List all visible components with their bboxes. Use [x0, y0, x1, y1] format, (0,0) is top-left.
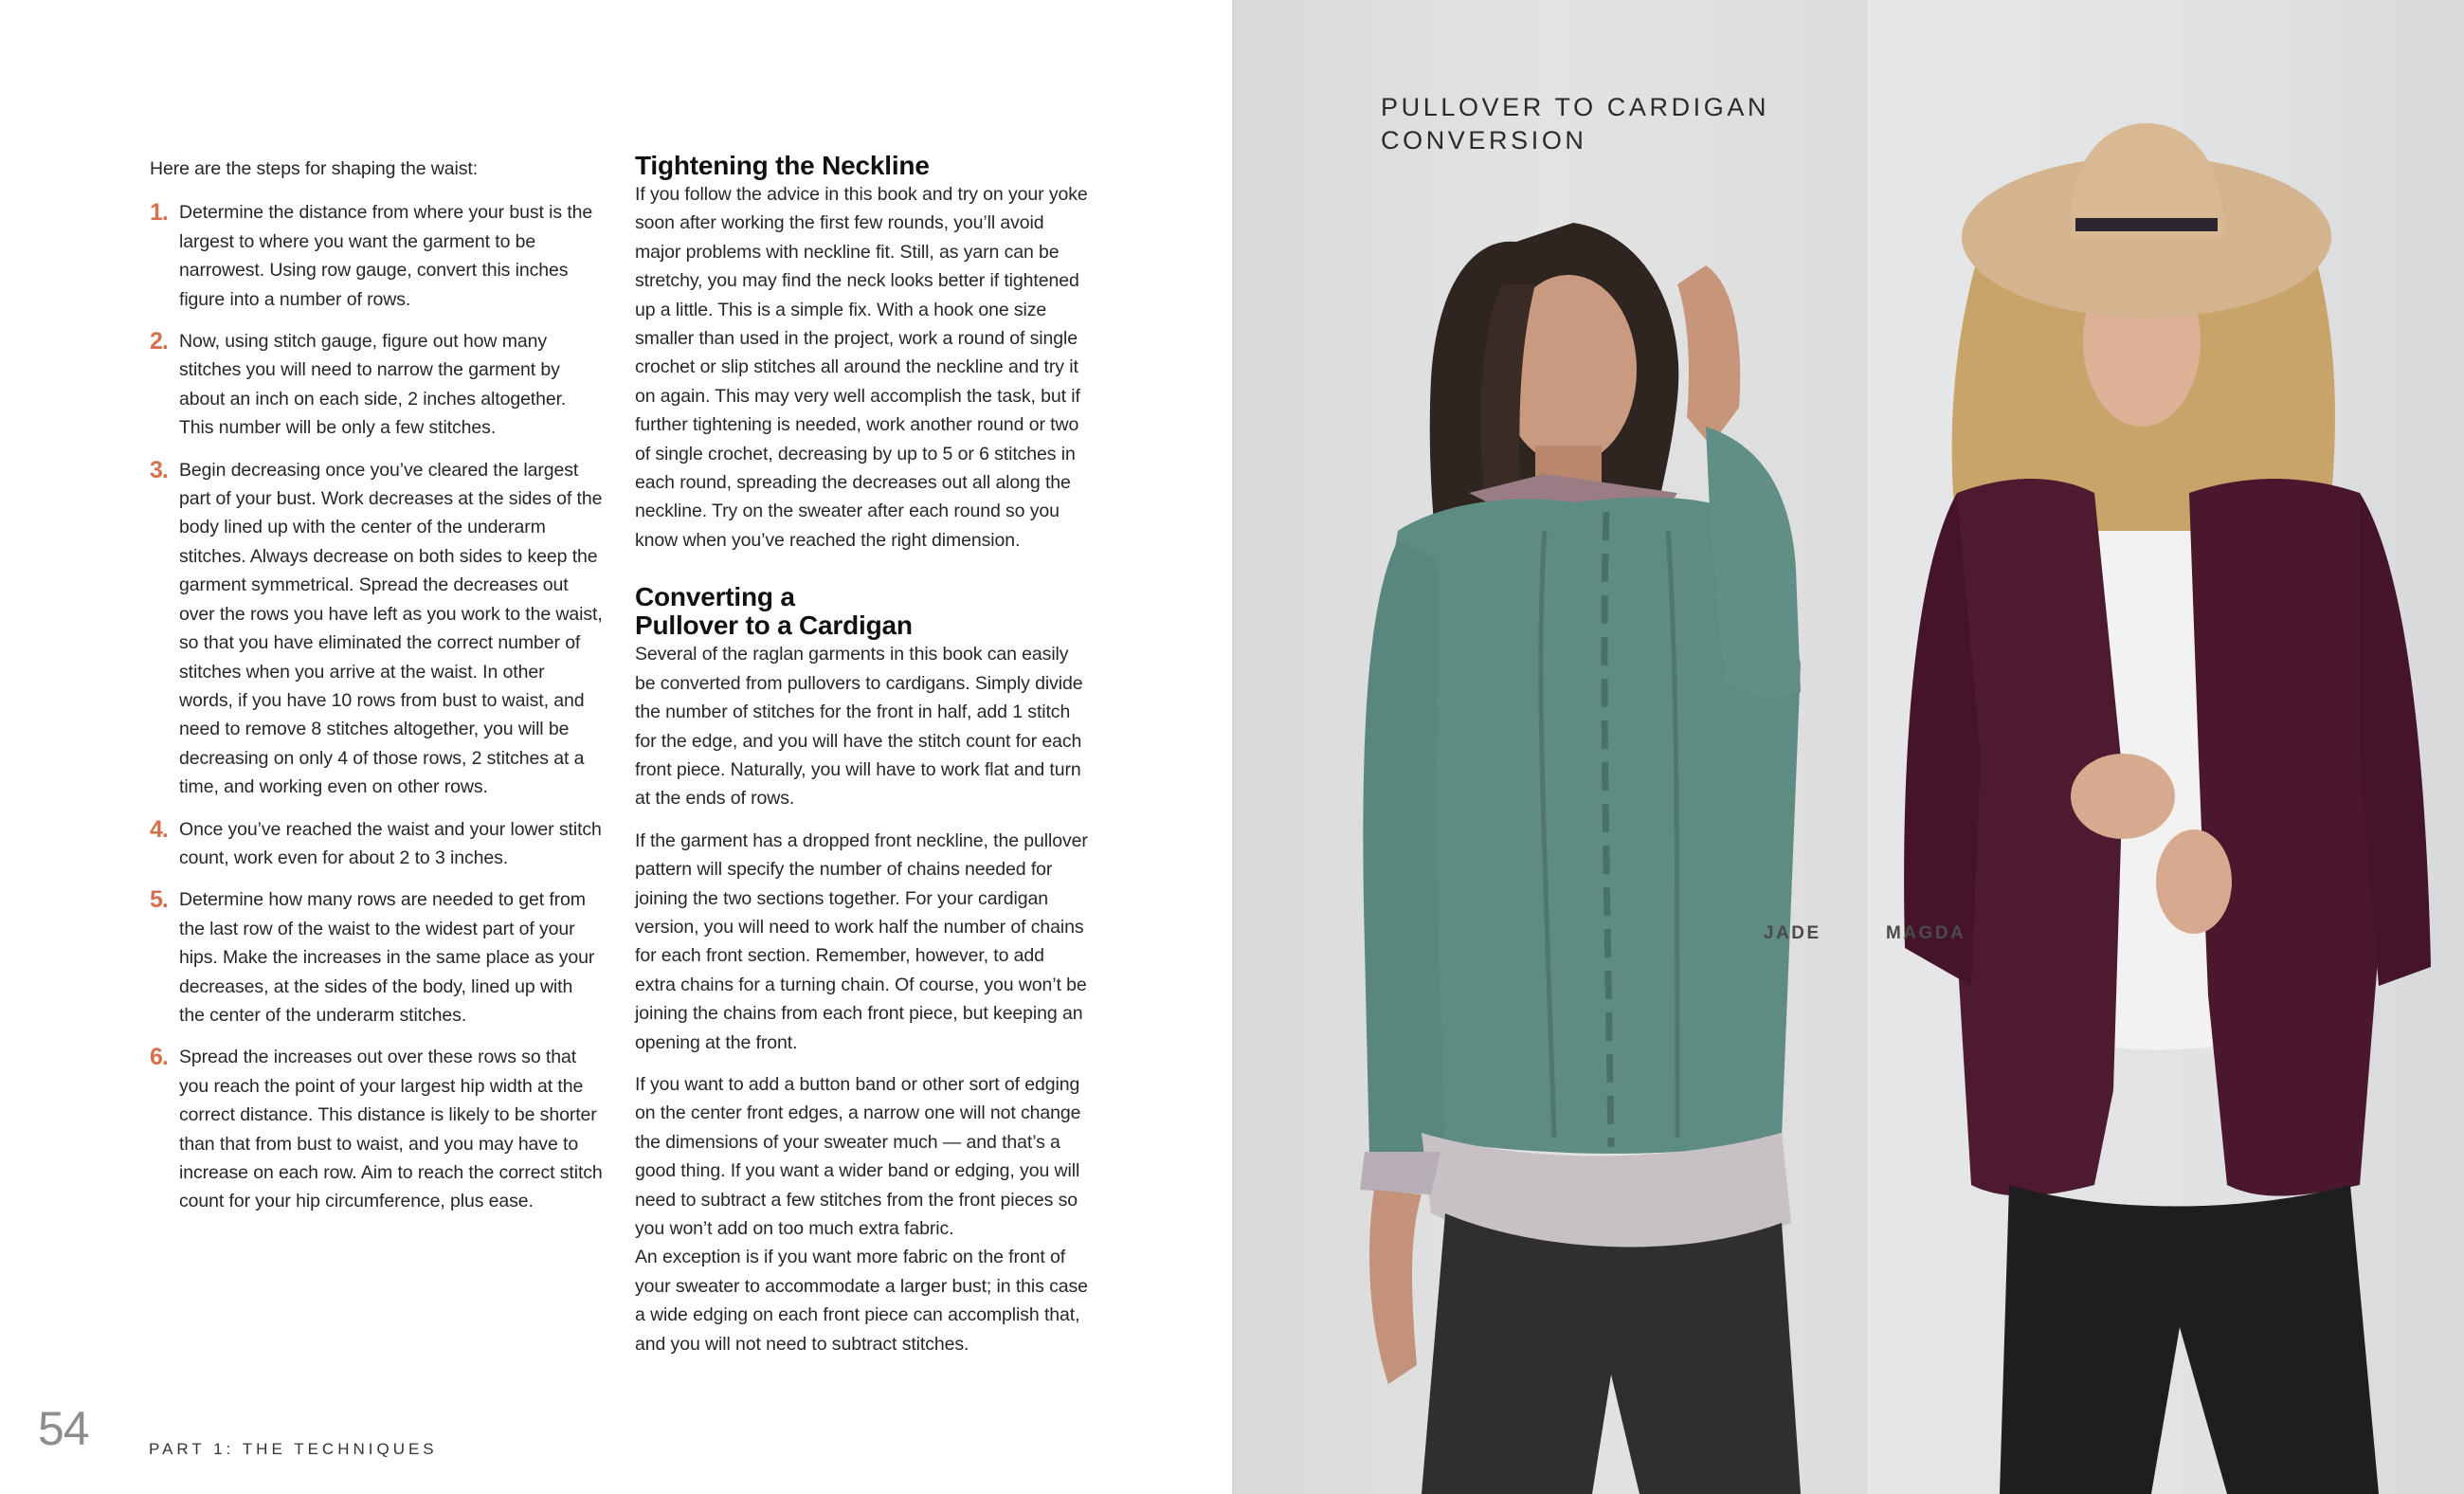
section-heading-cardigan: [635, 583, 1090, 640]
step-text: Begin decreasing once you’ve cleared the largest part of your bust. Work decreases at the sides of the body lined up with the center of the underarm stitches. Always decrease on both sides to keep the garment symmetrical. Spread the decreases out over the rows you have left as you work to the waist, so that you have eliminated the correct number of stitches when you arrive at the waist. In other words, if you have 10 rows from bust to waist, and need to remove 8 stitches altogether, you will be decreasing on only 4 of those rows, 2 stitches at a time, and working even on other rows.: [179, 459, 603, 798]
photo-title-line-2: CONVERSION: [1381, 126, 1587, 155]
step-number: 2.: [150, 328, 168, 355]
text-column-right: [635, 152, 1090, 1358]
step-text: Determine the distance from where your bust is the largest to where you want the garment to be narrowest. Using row gauge, convert this inches figure into a number of rows.: [179, 202, 593, 310]
text-column-left: [150, 155, 603, 1230]
photo-magda: [1867, 0, 2464, 1494]
photo-title: [1381, 91, 1769, 157]
step-item: [150, 198, 603, 314]
waist-shaping-steps: [150, 198, 603, 1215]
step-number: 5.: [150, 886, 168, 914]
photo-title-line-1: PULLOVER TO CARDIGAN: [1381, 93, 1770, 121]
model-label-magda: MAGDA: [1886, 923, 1966, 943]
photo-panel: [1232, 0, 2464, 1494]
model-label-jade: JADE: [1764, 923, 1821, 943]
running-head: PART 1: THE TECHNIQUES: [149, 1440, 438, 1458]
step-text: Spread the increases out over these rows so that you reach the point of your largest hip width at the correct distance. This distance is likely to be shorter than that from bust to waist, and you may have to increase on each row. Aim to reach the correct stitch count for your hip circumference, plus ease.: [179, 1047, 603, 1212]
step-item: [150, 885, 603, 1029]
cardigan-paragraph: An exception is if you want more fabric on the front of your sweater to accommodate a larger bust; in this case a wide edging on each front piece can accomplish that, and you will not need to subtract stitches.: [635, 1247, 1088, 1355]
step-item: [150, 1043, 603, 1215]
model-jade-illustration: [1232, 0, 1867, 1494]
page-number: 54: [38, 1402, 89, 1455]
cardigan-paragraph: Several of the raglan garments in this book can easily be converted from pullovers to cardigans. Simply divide the number of stitches for the front in half, add 1 stitch for the edge, and you will have the stitch count for each front piece. Naturally, you will have to work flat and turn at the ends of rows.: [635, 644, 1083, 810]
neckline-paragraph: If you follow the advice in this book and try on your yoke soon after working the first few rounds, you’ll avoid major problems with neckline fit. Still, as yarn can be stretchy, you may find the neck looks better if tightened up a little. This is a simple fix. With a hook one size smaller than used in the project, work a round of single crochet or slip stitches all around the neckline and try it on again. This may very well accomplish the task, but if further tightening is needed, work another round or two of single crochet, decreasing by up to 5 or 6 stitches in each round, spreading the decreases out all along the neckline. Try on the sweater after each round so you know when you’ve reached the right dimension.: [635, 184, 1088, 551]
steps-intro: Here are the steps for shaping the waist:: [150, 158, 479, 179]
step-number: 6.: [150, 1044, 168, 1071]
step-number: 1.: [150, 199, 168, 227]
section-heading-neckline: Tightening the Neckline: [635, 151, 930, 180]
step-number: 4.: [150, 815, 168, 843]
photo-jade: [1232, 0, 1867, 1494]
step-number: 3.: [150, 456, 168, 483]
step-item: [150, 456, 603, 802]
step-item: [150, 327, 603, 443]
heading-line-1: Converting a: [635, 582, 795, 612]
step-text: Once you’ve reached the waist and your lower stitch count, work even for about 2 to 3 inches.: [179, 818, 602, 868]
cardigan-paragraph: If the garment has a dropped front neckline, the pullover pattern will specify the number of chains needed for joining the two sections together. For your cardigan version, you will need to work half the number of chains for each front section. Remember, however, to add extra chains for a turning chain. Of course, you won’t be joining the chains from each front piece, but keeping an opening at the front.: [635, 829, 1088, 1053]
model-magda-illustration: [1867, 0, 2464, 1494]
cardigan-paragraph: If you want to add a button band or other sort of edging on the center front edges, a narrow one will not change the dimensions of your sweater much — and that’s a good thing. If you want a wider band or edging, you will need to subtract a few stitches from the front pieces so you won’t add on too much extra fabric.: [635, 1073, 1081, 1239]
step-text: Determine how many rows are needed to get from the last row of the waist to the widest part of your hips. Make the increases in the same place as your decreases, at the sides of the body, lined up with the center of the underarm stitches.: [179, 889, 595, 1026]
heading-line-2: Pullover to a Cardigan: [635, 610, 913, 641]
step-item: [150, 815, 603, 873]
step-text: Now, using stitch gauge, figure out how many stitches you will need to narrow the garment by about an inch on each side, 2 inches altogether. This number will be only a few stitches.: [179, 331, 567, 439]
